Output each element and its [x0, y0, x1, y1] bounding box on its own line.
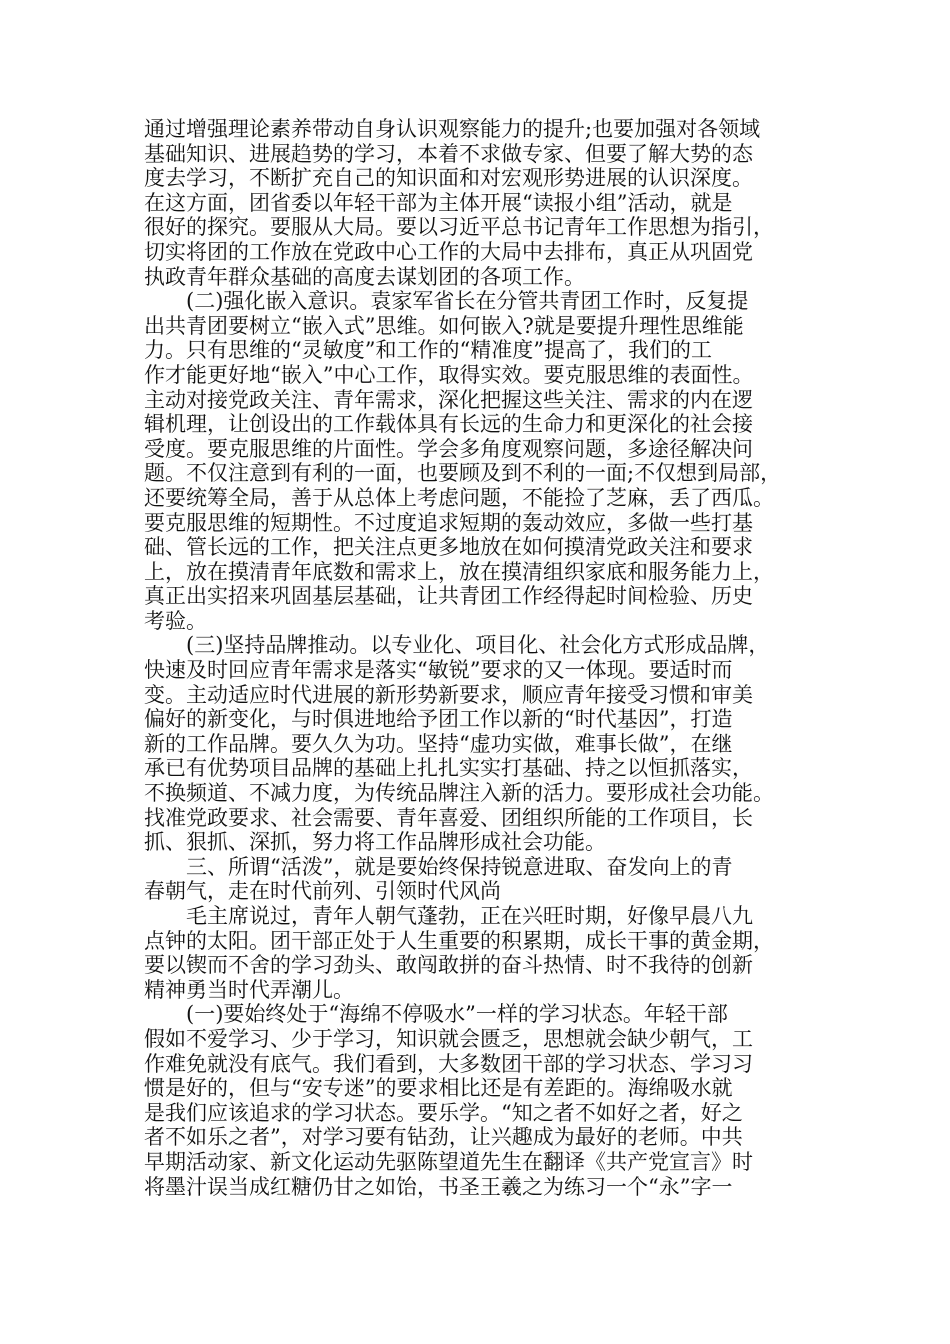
document-body [144, 117, 808, 1199]
text-line: 题。不仅注意到有利的一面，也要顾及到不利的一面;不仅想到局部， [144, 461, 782, 486]
text-line: (三)坚持品牌推动。以专业化、项目化、社会化方式形成品牌， [186, 633, 770, 658]
text-line: 基础知识、进展趋势的学习，本着不求做专家、但要了解大势的态 [144, 141, 753, 166]
text-line: 上，放在摸清青年底数和需求上，放在摸清组织家底和服务能力上， [144, 559, 774, 584]
text-line: 还要统筹全局，善于从总体上考虑问题，不能捡了芝麻，丢了西瓜。 [144, 485, 774, 510]
text-line: 将墨汁误当成红糖仍甘之如饴，书圣王羲之为练习一个“永”字一 [144, 1174, 733, 1199]
text-line: 力。只有思维的“灵敏度”和工作的“精准度”提高了，我们的工 [144, 338, 712, 363]
text-line: 主动对接党政关注、青年需求，深化把握这些关注、需求的内在逻 [144, 387, 753, 412]
text-line: 在这方面，团省委以年轻干部为主体开展“读报小组”活动，就是 [144, 190, 733, 215]
text-line: 承已有优势项目品牌的基础上扎扎实实打基础、持之以恒抓落实， [144, 756, 753, 781]
text-line: 作才能更好地“嵌入”中心工作，取得实效。要克服思维的表面性。 [144, 362, 754, 387]
text-line: 切实将团的工作放在党政中心工作的大局中去排布，真正从巩固党 [144, 239, 753, 264]
text-line: 础、管长远的工作，把关注点更多地放在如何摸清党政关注和要求 [144, 535, 753, 560]
text-line: 三、所谓“活泼”，就是要始终保持锐意进取、奋发向上的青 [186, 854, 733, 879]
text-line: 通过增强理论素养带动自身认识观察能力的提升;也要加强对各领域 [144, 117, 761, 141]
text-line: 要以锲而不舍的学习劲头、敢闯敢拼的奋斗热情、时不我待的创新 [144, 953, 753, 978]
text-line: (二)强化嵌入意识。袁家军省长在分管共青团工作时，反复提 [186, 289, 749, 314]
text-line: 精神勇当时代弄潮儿。 [144, 977, 354, 1002]
text-line: 早期活动家、新文化运动先驱陈望道先生在翻译《共产党宣言》时 [144, 1149, 753, 1174]
text-line: 者不如乐之者”，对学习要有钻劲，让兴趣成为最好的老师。中共 [144, 1125, 743, 1150]
text-line: 受度。要克服思维的片面性。学会多角度观察问题，多途径解决问 [144, 436, 753, 461]
text-line: 春朝气，走在时代前列、引领时代风尚 [144, 879, 501, 904]
text-line: 要克服思维的短期性。不过度追求短期的轰动效应，多做一些打基 [144, 510, 753, 535]
text-line: 是我们应该追求的学习状态。要乐学。“知之者不如好之者，好之 [144, 1100, 743, 1125]
text-line: 点钟的太阳。团干部正处于人生重要的积累期，成长干事的黄金期， [144, 928, 774, 953]
text-line: 快速及时回应青年需求是落实“敏锐”要求的又一体现。要适时而 [144, 658, 733, 683]
text-line: 执政青年群众基础的高度去谋划团的各项工作。 [144, 264, 585, 289]
text-line: 新的工作品牌。要久久为功。坚持“虚功实做，难事长做”，在继 [144, 731, 733, 756]
text-line: 作难免就没有底气。我们看到，大多数团干部的学习状态、学习习 [144, 1051, 753, 1076]
text-line: 辑机理，让创设出的工作载体具有长远的生命力和更深化的社会接 [144, 412, 753, 437]
text-line: 找准党政要求、社会需要、青年喜爱、团组织所能的工作项目，长 [144, 805, 753, 830]
text-line: 毛主席说过，青年人朝气蓬勃，正在兴旺时期，好像早晨八九 [186, 904, 753, 928]
text-line: 偏好的新变化，与时俱进地给予团工作以新的“时代基因”，打造 [144, 707, 733, 732]
text-line: (一)要始终处于“海绵不停吸水”一样的学习状态。年轻干部 [186, 1002, 728, 1027]
text-line: 不换频道、不减力度，为传统品牌注入新的活力。要形成社会功能。 [144, 781, 774, 806]
text-line: 出共青团要树立“嵌入式”思维。如何嵌入?就是要提升理性思维能 [144, 313, 744, 338]
text-line: 考验。 [144, 608, 207, 633]
text-line: 惯是好的，但与“安专迷”的要求相比还是有差距的。海绵吸水就 [144, 1076, 733, 1101]
text-line: 很好的探究。要服从大局。要以习近平总书记青年工作思想为指引， [144, 215, 774, 240]
text-line: 抓、狠抓、深抓，努力将工作品牌形成社会功能。 [144, 830, 606, 855]
text-line: 真正出实招来巩固基层基础，让共青团工作经得起时间检验、历史 [144, 584, 753, 609]
text-line: 假如不爱学习、少于学习，知识就会匮乏，思想就会缺少朝气，工 [144, 1026, 753, 1051]
text-line: 变。主动适应时代进展的新形势新要求，顺应青年接受习惯和审美 [144, 682, 753, 707]
text-line: 度去学习，不断扩充自己的知识面和对宏观形势进展的认识深度。 [144, 166, 753, 191]
